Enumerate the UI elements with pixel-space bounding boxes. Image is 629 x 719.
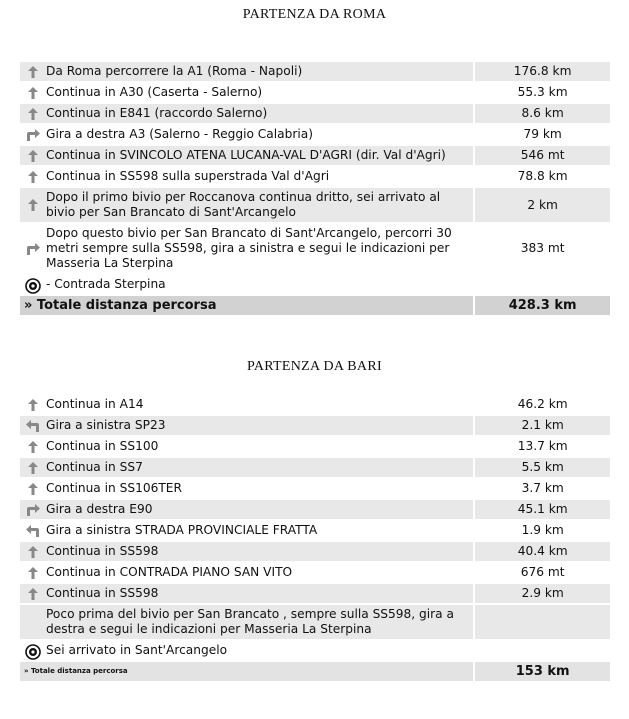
route-table-bari [20,393,610,683]
step-description-cell [20,584,473,603]
arrow-up-icon [24,198,42,212]
step-text: Continua in SS598 [46,544,159,558]
step-description-cell [20,83,473,102]
step-distance: 546 mt [473,146,610,165]
step-distance: 8.6 km [473,104,610,123]
route-step-row [20,275,610,294]
route-step-row [20,437,610,456]
arrow-up-icon [24,545,42,559]
arrow-up-icon [24,149,42,163]
step-text: Continua in SS7 [46,460,143,474]
step-distance: 2.9 km [473,584,610,603]
step-text: Gira a destra E90 [46,502,153,516]
route-step-row [20,584,610,603]
route-step-row [20,167,610,186]
route-step-row [20,62,610,81]
step-description-cell [20,542,473,561]
arrow-up-icon [24,440,42,454]
step-description-cell [20,416,473,435]
step-distance [473,605,610,639]
step-distance: 1.9 km [473,521,610,540]
step-distance: 5.5 km [473,458,610,477]
arrow-up-icon [24,86,42,100]
arrow-up-icon [24,65,42,79]
turn-left-icon [24,419,42,433]
route-step-row [20,83,610,102]
step-text: Continua in E841 (raccordo Salerno) [46,106,268,120]
step-description-cell [20,125,473,144]
destination-icon [24,278,42,292]
total-value: 428.3 km [473,296,610,315]
step-text: Continua in SS106TER [46,481,182,495]
step-text: Gira a destra A3 (Salerno - Reggio Calabria) [46,127,313,141]
route-step-row [20,641,610,660]
route-table-roma [20,60,610,317]
step-text: Gira a sinistra SP23 [46,418,166,432]
arrow-up-icon [24,107,42,121]
step-text: Continua in SS598 sulla superstrada Val d'Agri [46,169,330,183]
route-step-row [20,125,610,144]
step-distance: 383 mt [473,224,610,273]
total-label: » Totale distanza percorsa [20,296,473,315]
turn-left-icon [24,524,42,538]
step-distance: 3.7 km [473,479,610,498]
step-distance [473,275,610,294]
step-distance: 676 mt [473,563,610,582]
step-distance: 78.8 km [473,167,610,186]
step-text: Continua in SS100 [46,439,159,453]
step-text: Gira a sinistra STRADA PROVINCIALE FRATTA [46,523,318,537]
route-step-row [20,188,610,222]
step-distance: 40.4 km [473,542,610,561]
route-step-row [20,104,610,123]
step-text: Da Roma percorrere la A1 (Roma - Napoli) [46,64,303,78]
step-distance: 45.1 km [473,500,610,519]
route-step-row [20,224,610,273]
route-step-row [20,542,610,561]
step-text: Dopo il primo bivio per Roccanova continua dritto, sei arrivato al bivio per San Brancato di Sant'Arcangelo [46,190,441,219]
destination-icon [24,644,42,658]
arrow-up-icon [24,566,42,580]
step-text: - Contrada Sterpina [46,277,166,291]
arrow-up-icon [24,461,42,475]
total-row [20,662,610,681]
section-title-bari: PARTENZA DA BARI [247,359,382,374]
route-step-row [20,146,610,165]
turn-right-icon [24,128,42,142]
step-description-cell [20,167,473,186]
step-description-cell [20,479,473,498]
step-distance: 46.2 km [473,395,610,414]
step-text: Poco prima del bivio per San Brancato , sempre sulla SS598, gira a destra e segui le indicazioni per Masseria La Sterpina [46,607,454,636]
route-step-row [20,395,610,414]
route-step-row [20,605,610,639]
total-value: 153 km [473,662,610,681]
total-row [20,296,610,315]
turn-right-icon [24,242,42,256]
step-description-cell [20,104,473,123]
step-description-cell [20,146,473,165]
step-distance: 2 km [473,188,610,222]
arrow-up-icon [24,398,42,412]
step-description-cell [20,188,473,222]
step-text: Continua in A30 (Caserta - Salerno) [46,85,263,99]
step-text: Continua in A14 [46,397,144,411]
arrow-up-icon [24,482,42,496]
turn-right-icon [24,503,42,517]
step-description-cell [20,521,473,540]
route-step-row [20,479,610,498]
step-description-cell [20,563,473,582]
step-description-cell [20,605,473,639]
route-step-row [20,521,610,540]
step-description-cell [20,395,473,414]
step-distance: 2.1 km [473,416,610,435]
step-description-cell [20,458,473,477]
step-distance: 13.7 km [473,437,610,456]
step-description-cell [20,437,473,456]
step-description-cell [20,275,473,294]
arrow-up-icon [24,170,42,184]
route-step-row [20,458,610,477]
step-text: Dopo questo bivio per San Brancato di Sant'Arcangelo, percorri 30 metri sempre sulla SS598, gira a sinistra e segui le indicazioni per Masseria La Sterpina [46,226,452,270]
section-title-roma: PARTENZA DA ROMA [242,7,387,22]
step-description-cell [20,641,473,660]
step-distance: 176.8 km [473,62,610,81]
route-step-row [20,500,610,519]
step-text: Continua in SS598 [46,586,159,600]
route-step-row [20,563,610,582]
step-text: Sei arrivato in Sant'Arcangelo [46,643,228,657]
step-description-cell [20,62,473,81]
step-distance: 79 km [473,125,610,144]
step-text: Continua in SVINCOLO ATENA LUCANA-VAL D'AGRI (dir. Val d'Agri) [46,148,446,162]
step-description-cell [20,500,473,519]
step-distance [473,641,610,660]
arrow-up-icon [24,587,42,601]
route-step-row [20,416,610,435]
total-label: » Totale distanza percorsa [20,662,473,681]
step-description-cell [20,224,473,273]
step-distance: 55.3 km [473,83,610,102]
step-text: Continua in CONTRADA PIANO SAN VITO [46,565,293,579]
